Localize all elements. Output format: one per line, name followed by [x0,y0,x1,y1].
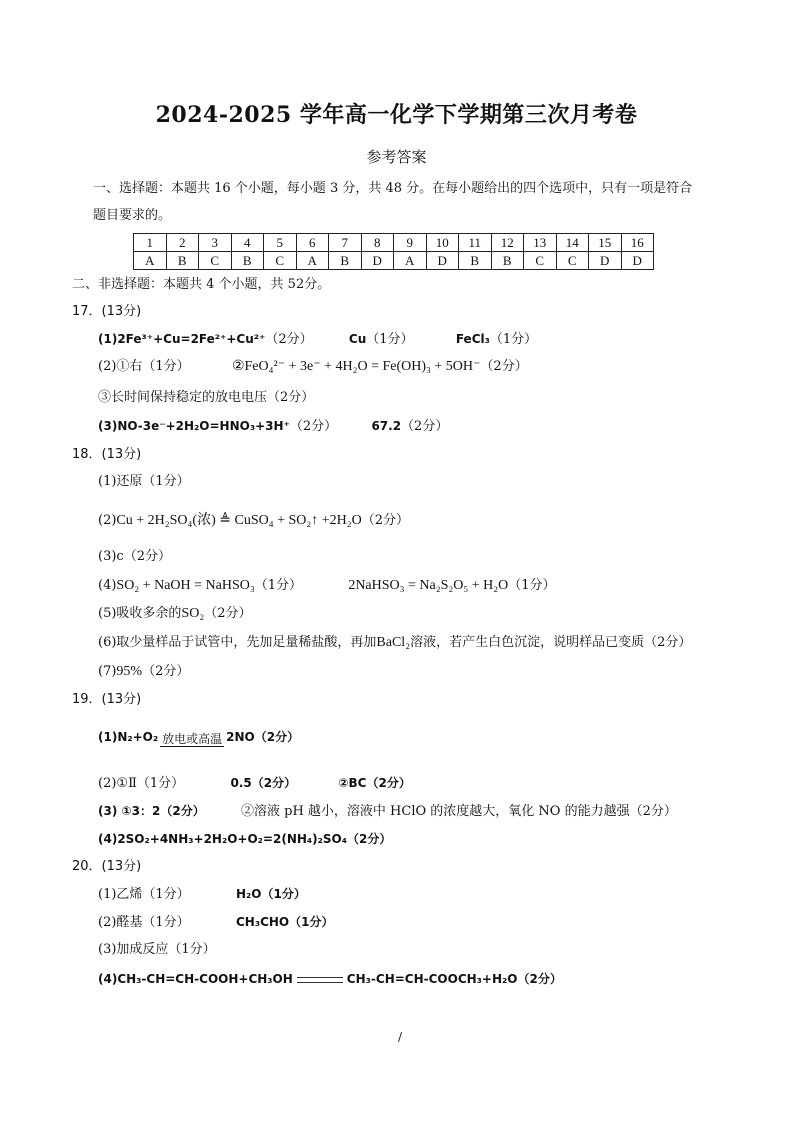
page-footer-mark: / [398,1030,403,1044]
q20-1-reagent: H₂O（1分） [235,887,306,901]
question-number-cell: 7 [329,234,362,252]
answer-table [133,233,654,270]
question-number-cell: 13 [524,234,557,252]
q18-7-label: (7) [98,664,117,679]
q20-4-reactants: (4)CH₃-CH=CH-COOH+CH₃OH [98,972,293,986]
section2-instruction: 二、非选择题：本题共 4 个小题，共 52分。 [72,277,331,292]
q18-2-label: (2) [98,513,117,528]
answer-table-number-row [134,234,654,252]
q18-line1: (1)还原（1分） [98,474,190,489]
question-number-cell: 1 [134,234,167,252]
q19-1-reactants: (1)N₂+O₂ [98,730,159,744]
q18-line6 [98,634,691,652]
question-number-cell: 11 [459,234,492,252]
q18-line3: (3)c（2分） [98,549,171,564]
q17-1-fecl3-score: （1分） [489,332,538,347]
answer-table-answer-row [134,252,654,270]
q20-line3: (3)加成反应（1分） [98,942,216,957]
answer-cell: B [166,252,199,270]
q19-1-product: 2NO（2分） [226,730,300,744]
section1-instruction-line1: 一、选择题：本题共 16 个小题，每小题 3 分，共 48 分。在每小题给出的四个选项中，只有一项是符合 [93,181,693,196]
page-subtitle: 参考答案 [366,148,427,166]
q18-line2 [98,512,409,530]
q18-2-score: （2分） [361,513,410,528]
q18-5-text: (5)吸收多余的 [98,606,182,621]
q19-heading: 19．(13分) [72,692,142,707]
q20-2-formula: CH₃CHO（1分） [235,915,334,929]
answer-cell: B [459,252,492,270]
q19-line4: (4)2SO₂+4NH₃+2H₂O+O₂=2(NH₄)₂SO₄（2分） [98,832,392,846]
answer-cell: B [231,252,264,270]
q17-line2 [98,358,528,376]
question-number-cell: 2 [166,234,199,252]
section1-instruction-line2: 题目要求的。 [93,208,172,223]
answer-cell: D [621,252,654,270]
answer-cell: D [426,252,459,270]
answer-cell: B [329,252,362,270]
q18-5-formula: SO₂ [181,606,205,621]
q20-1-answer: (1)乙烯（1分） [98,887,190,902]
q18-line7 [98,663,189,681]
q17-3-volume: 67.2 [371,419,402,433]
answer-cell: C [264,252,297,270]
answer-cell: C [556,252,589,270]
q17-2-equation: ②FeO₄²⁻ + 3e⁻ + 4H₂O = Fe(OH)₃ + 5OH⁻ [231,359,481,374]
answer-cell: C [199,252,232,270]
q19-line3 [98,802,677,821]
answer-cell: A [394,252,427,270]
q19-1-condition: 放电或高温 [162,732,223,746]
q19-1-condition-arrow [160,733,224,747]
question-number-cell: 4 [231,234,264,252]
q19-2-part2: 0.5（2分） [230,776,297,790]
q17-3-score: （2分） [289,419,338,434]
q17-line3: ③长时间保持稳定的放电电压（2分） [98,390,315,405]
q18-line5 [98,605,251,623]
q17-3-equation: (3)NO-3e⁻+2H₂O=HNO₃+3H⁺ [98,419,290,433]
q17-1-equation: (1)2Fe³⁺+Cu=2Fe²⁺+Cu²⁺ [98,332,266,346]
q18-5-score: （2分） [204,606,252,621]
answer-cell: C [524,252,557,270]
q19-2-part1: (2)①Ⅱ（1分） [98,776,185,791]
q18-4-score2: （1分） [508,578,556,593]
question-number-cell: 5 [264,234,297,252]
answer-cell: A [296,252,329,270]
q19-line1 [98,728,299,747]
q17-heading: 17．(13分) [72,304,142,319]
q20-4-products: CH₃-CH=CH-COOCH₃+H₂O（2分） [346,972,562,986]
question-number-cell: 12 [491,234,524,252]
q17-1-score: （2分） [265,332,313,347]
answer-cell: A [134,252,167,270]
q18-7-value: 95% [116,664,143,679]
q19-line2 [98,774,411,793]
answer-cell: D [361,252,394,270]
q18-6-text1: (6)取少量样品于试管中，先加足量稀盐酸，再加 [98,635,377,650]
q17-line4 [98,417,448,436]
question-number-cell: 8 [361,234,394,252]
question-number-cell: 14 [556,234,589,252]
q17-3-volume-score: （2分） [401,419,449,434]
q20-line2 [98,913,333,932]
q20-heading: 20．(13分) [72,859,142,874]
q17-line1 [98,330,537,349]
q18-6-text2: 溶液，若产生白色沉淀，说明样品已变质（2分） [410,635,692,650]
page-title: 2024-2025 学年高一化学下学期第三次月考卷 [155,102,638,128]
answer-cell: D [589,252,622,270]
question-number-cell: 10 [426,234,459,252]
question-number-cell: 6 [296,234,329,252]
question-number-cell: 15 [589,234,622,252]
q17-1-answer-fecl3: FeCl₃ [455,332,490,346]
question-number-cell: 9 [394,234,427,252]
question-number-cell: 3 [199,234,232,252]
q18-7-score: （2分） [142,664,190,679]
q18-4-equation2: 2NaHSO₃ = Na₂S₂O₅ + H₂O [348,578,509,593]
q20-line1 [98,885,306,904]
answer-cell: B [491,252,524,270]
q18-heading: 18．(13分) [72,447,142,462]
q19-2-part3: ②BC（2分） [338,776,411,790]
q17-2-score: （2分） [480,359,528,374]
q18-4-equation1: SO₂ + NaOH = NaHSO₃ [116,578,255,593]
question-number-cell: 16 [621,234,654,252]
q18-4-label: (4) [98,578,117,593]
q18-2-equation: Cu + 2H₂SO₄(浓) ≜ CuSO₄ + SO₂↑ +2H₂O [116,513,362,528]
q20-2-answer: (2)醛基（1分） [98,915,190,930]
q19-3-explanation: ②溶液 pH 越小，溶液中 HClO 的浓度越大，氧化 NO 的能力越强（2分） [241,804,677,819]
q17-1-cu-score: （1分） [366,332,414,347]
q18-6-formula: BaCl₂ [376,635,411,650]
q20-line4 [98,970,562,989]
reversible-arrow-icon [297,973,343,987]
q18-4-score1: （1分） [254,578,303,593]
q17-2-part1: (2)①右（1分） [98,359,190,374]
q18-line4 [98,577,556,595]
q19-3-ratio: (3) ①3：2（2分） [98,804,205,818]
q17-1-answer-cu: Cu [348,332,367,346]
